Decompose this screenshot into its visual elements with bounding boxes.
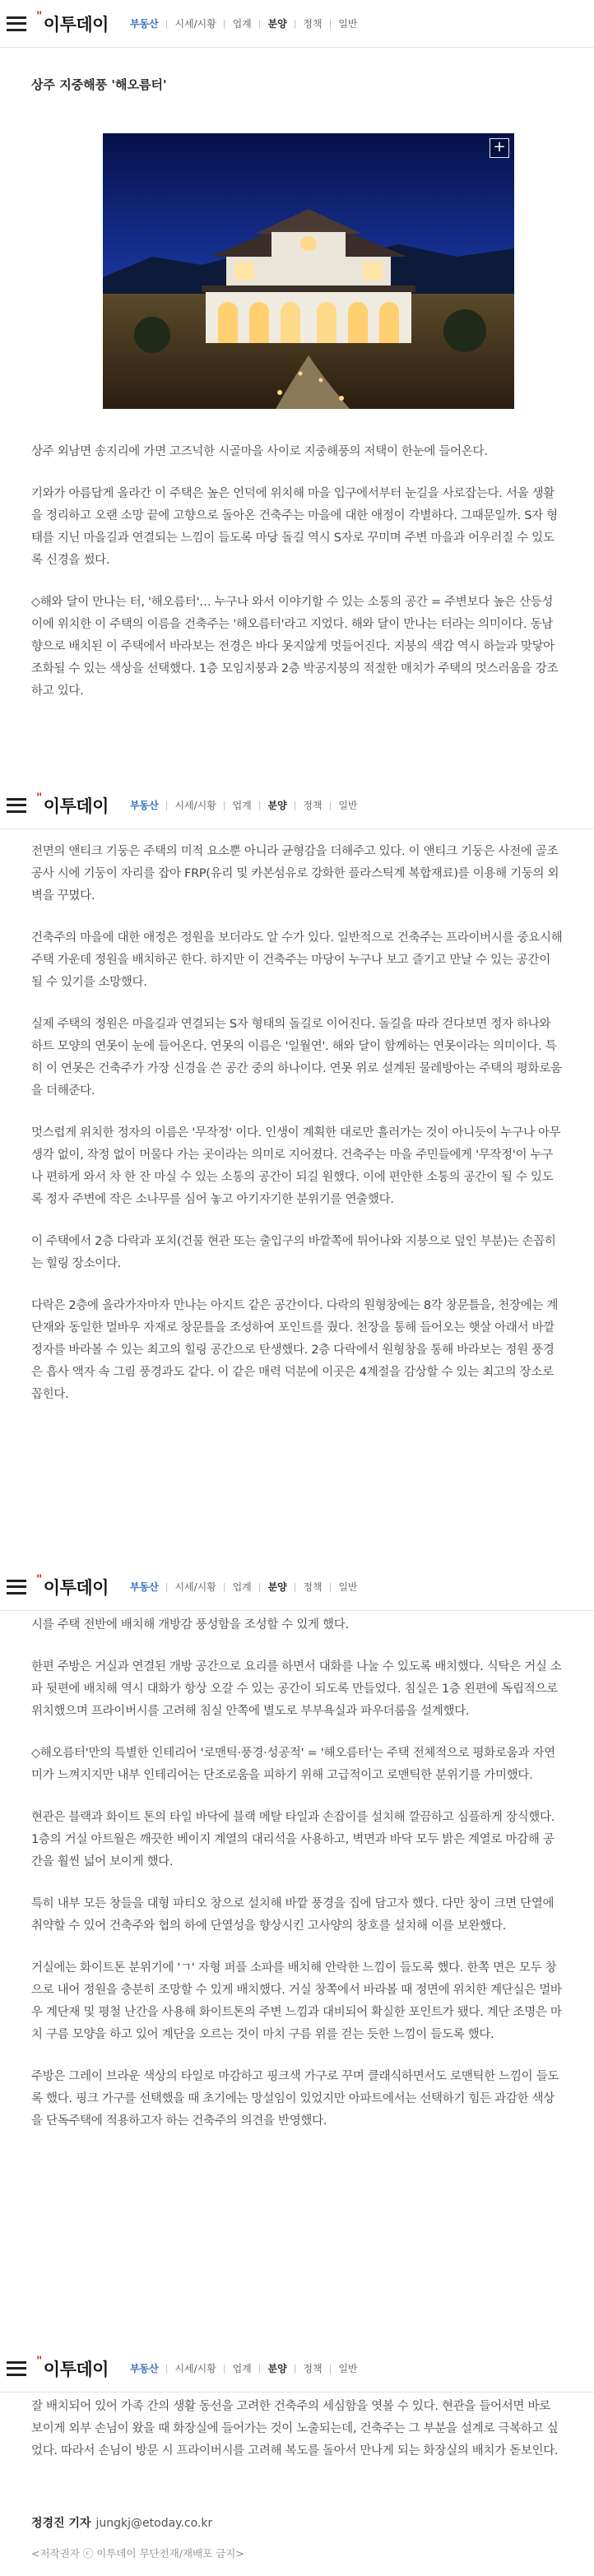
paragraph: 건축주의 마을에 대한 애정은 정원을 보더라도 알 수가 있다. 일반적으로 건축주는 프라이버시를 중요시해 주택 가운데 정원을 배치하곤 한다. 하지만 이 건축주는 마당이 누구나 보고 즐기고 만날 수 있는 공간이 될 수 있기를 소망했다.: [31, 931, 563, 989]
section-nav: 부동산 | 시세/시황 | 업계 | 분양 | 정책 | 일반: [129, 800, 358, 811]
hamburger-icon[interactable]: [7, 2361, 26, 2376]
copyright-notice: <저작권자 ⓒ 이투데이 무단전재/재배포 금지>: [31, 2547, 244, 2560]
paragraph: 이 주택에서 2층 다락과 포치(건물 현관 또는 출입구의 바깥쪽에 튀어나와 지붕으로 덮인 부분)는 손꼽히는 힐링 장소이다.: [31, 1235, 556, 1270]
site-header: [0, 1563, 594, 1611]
nav-realestate[interactable]: 부동산: [129, 2363, 159, 2374]
nav-sale[interactable]: 분양: [267, 800, 287, 811]
nav-industry[interactable]: 업계: [232, 2363, 252, 2374]
nav-policy[interactable]: 정책: [303, 18, 323, 30]
paragraph: 시를 주택 전반에 배치해 개방감 풍성함을 조성할 수 있게 했다.: [31, 1618, 349, 1631]
site-logo[interactable]: " 이투데이: [36, 9, 109, 35]
nav-market[interactable]: 시세/시황: [174, 1581, 216, 1593]
zoom-plus-icon[interactable]: +: [490, 138, 509, 158]
paragraph: 상주 외남면 송지리에 가면 고즈넉한 시골마을 사이로 지중해풍의 저택이 한눈에 들어온다.: [31, 445, 488, 458]
nav-sale[interactable]: 분양: [267, 1581, 287, 1593]
nav-sale[interactable]: 분양: [267, 2363, 287, 2374]
photo-caption: 상주 지중해풍 '해오름터': [31, 77, 167, 92]
paragraph: 거실에는 화이트톤 분위기에 'ㄱ' 자형 퍼플 소파를 배치해 안락한 느낌이 들도록 했다. 한쪽 면은 모두 창으로 내어 정원을 충분히 조망할 수 있게 배치했다. 거실 창쪽에서 바라볼 때 정면에 위치한 계단실은 멀바우 계단재 및 평철 난간을 사용해 화이트톤의 주변 느낌과 대비되어 확실한 포인트가 됐다. 계단 조명은 마치 구름 모양을 하고 있어 계단을 오르는 것이 마치 구름 위를 걷는 듯한 느낌이 들도록 했다.: [31, 1961, 562, 2041]
nav-policy[interactable]: 정책: [303, 2363, 323, 2374]
nav-realestate[interactable]: 부동산: [129, 18, 159, 30]
site-logo[interactable]: " 이투데이: [36, 1572, 109, 1598]
nav-market[interactable]: 시세/시황: [174, 800, 216, 811]
paragraph: 전면의 앤티크 기둥은 주택의 미적 요소뿐 아니라 균형감을 더해주고 있다. 이 앤티크 기둥은 사전에 골조공사 시에 기둥이 자리를 잡아 FRP(유리 및 카본섬유로 강화한 플라스틱계 복합재료)를 이용해 기둥의 외벽을 꾸몄다.: [31, 845, 559, 903]
nav-policy[interactable]: 정책: [303, 1581, 323, 1593]
nav-policy[interactable]: 정책: [303, 800, 323, 811]
paragraph: 한편 주방은 거실과 연결된 개방 공간으로 요리를 하면서 대화를 나눌 수 있도록 배치했다. 식탁은 거실 소파 뒷편에 배치해 역시 대화가 항상 오갈 수 있는 공간이 되도록 만들었다. 침실은 1층 왼편에 독립적으로 위치했으며 프라이버시를 고려해 침실 안쪽에 별도로 부부욕실과 파우더룸을 설계했다.: [31, 1660, 562, 1718]
nav-realestate[interactable]: 부동산: [129, 800, 159, 811]
article-body-3: [0, 1614, 594, 2152]
paragraph: 다락은 2층에 올라가자마자 만나는 아지트 같은 공간이다. 다락의 원형창에는 8각 창문틀을, 천장에는 계단재와 동일한 멀바우 자재로 창문틀을 조성하여 포인트를 줬다. 천장을 통해 들어오는 햇살 아래서 바깥 정자를 바라볼 수 있는 최고의 힐링 공간으로 탄생했다. 2층 다락에서 원형창을 통해 바라보는 정원 풍경은 흡사 액자 속 그림 풍경과도 같다. 이 같은 매력 덕분에 이곳은 4계절을 감상할 수 있는 최고의 장소로 꼽힌다.: [31, 1299, 559, 1401]
paragraph: ◇해오름터'만의 특별한 인테리어 '로맨틱·풍경·성공적' = '해오름터'는 주택 전체적으로 평화로움과 자연미가 느껴지지만 내부 인테리어는 단조로움을 피하기 위해 고급적이고 로맨틱한 분위기를 가미했다.: [31, 1747, 555, 1782]
paragraph: 멋스럽게 위치한 정자의 이름은 '무작정' 이다. 인생이 계획한 대로만 흘러가는 것이 아니듯이 누구나 아무 생각 없이, 작정 없이 머물다 가는 곳이라는 의미로 지어졌다. 건축주는 마을 주민들에게 '무작정'이 누구나 편하게 와서 차 한 잔 마실 수 있는 소통의 공간이 되길 원했다. 이에 편안한 소통의 공간이 될 수 있도록 정자 주변에 작은 소나무를 심어 놓고 아기자기한 분위기를 연출했다.: [31, 1126, 561, 1206]
house-photo[interactable]: [103, 133, 514, 409]
nav-sale[interactable]: 분양: [267, 18, 287, 30]
nav-market[interactable]: 시세/시황: [174, 2363, 216, 2374]
nav-industry[interactable]: 업계: [232, 18, 252, 30]
house-illustration: [103, 133, 514, 409]
article-body-1: [0, 441, 594, 722]
nav-industry[interactable]: 업계: [232, 800, 252, 811]
nav-general[interactable]: 일반: [338, 18, 358, 30]
section-nav: 부동산 | 시세/시황 | 업계 | 분양 | 정책 | 일반: [129, 18, 358, 30]
paragraph: 주방은 그레이 브라운 색상의 타일로 마감하고 핑크색 가구로 꾸며 클래식하면서도 로맨틱한 느낌이 들도록 했다. 핑크 가구를 선택했을 때 초기에는 망설임이 있었지만 아파트에서는 선택하기 힘든 과감한 색상을 단독주택에 적용하고자 하는 건축주의 의견을 반영했다.: [31, 2070, 559, 2128]
paragraph: 특히 내부 모든 창들을 대형 파티오 창으로 설치해 바깥 풍경을 집에 담고자 했다. 다만 창이 크면 단열에 취약할 수 있어 건축주와 협의 하에 단열성을 향상시킨 고사양의 창호를 설치해 이를 보완했다.: [31, 1897, 555, 1933]
site-logo[interactable]: " 이투데이: [36, 791, 109, 816]
article-body-2: [0, 841, 594, 1426]
site-header: [0, 782, 594, 829]
nav-industry[interactable]: 업계: [232, 1581, 252, 1593]
site-header: [0, 0, 594, 48]
nav-market[interactable]: 시세/시황: [174, 18, 216, 30]
hamburger-icon[interactable]: [7, 16, 26, 31]
site-header: [0, 2345, 594, 2393]
article-body-4: [0, 2396, 594, 2482]
section-nav: 부동산 | 시세/시황 | 업계 | 분양 | 정책 | 일반: [129, 2363, 358, 2374]
hamburger-icon[interactable]: [7, 798, 26, 813]
site-logo[interactable]: " 이투데이: [36, 2354, 109, 2379]
section-nav: 부동산 | 시세/시황 | 업계 | 분양 | 정책 | 일반: [129, 1581, 358, 1593]
nav-general[interactable]: 일반: [338, 2363, 358, 2374]
hamburger-icon[interactable]: [7, 1580, 26, 1594]
paragraph: 잘 배치되어 있어 가족 간의 생활 동선을 고려한 건축주의 세심함을 엿볼 수 있다. 현관을 들어서면 바로 보이게 외부 손님이 왔을 때 화장실에 들어가는 것이 노출되는데, 건축주는 그 부분을 설계로 극복하고 싶었다. 따라서 손님이 방문 시 프라이버시를 고려해 복도를 돌아서 만나게 되는 화장실의 배치가 돋보인다.: [31, 2400, 559, 2458]
reporter-name: 정경진 기자: [31, 2517, 91, 2530]
paragraph: ◇해와 달이 만나는 터, '해오름터'… 누구나 와서 이야기할 수 있는 소통의 공간 = 주변보다 높은 산등성이에 위치한 이 주택의 이름을 건축주는 '해오름터'라고 지었다. 해와 달이 만나는 터라는 의미이다. 동남향으로 배치된 이 주택에서 바라보는 전경은 바다 못지않게 멋들어진다. 지붕의 색감 역시 하늘과 맞닿아 조화될 수 있는 색상을 선택했다. 1층 모임지붕과 2층 박공지붕의 적절한 매치가 주택의 멋스러움을 강조하고 있다.: [31, 596, 559, 698]
byline: [31, 2514, 212, 2531]
nav-general[interactable]: 일반: [338, 1581, 358, 1593]
paragraph: 현관은 블랙과 화이트 톤의 타일 바닥에 블랙 메탈 타일과 손잡이를 설치해 깔끔하고 심플하게 장식했다. 1층의 거실 아트월은 깨끗한 베이지 계열의 대리석을 사용하고, 벽면과 바닥 모두 밝은 계열로 마감해 공간을 훨씬 넓어 보이게 했다.: [31, 1811, 555, 1868]
reporter-email[interactable]: jungkj@etoday.co.kr: [95, 2517, 213, 2530]
paragraph: 실제 주택의 정원은 마을길과 연결되는 S자 형태의 돌길로 이어진다. 돌길을 따라 걷다보면 정자 하나와 하트 모양의 연못이 눈에 들어온다. 연못의 이름은 '일월연'. 해와 달이 함께하는 연못이라는 의미이다. 특히 이 연못은 건축주가 가장 신경을 쓴 공간 중의 하나이다. 연못 위로 설계된 물레방아는 주택의 평화로움을 더해준다.: [31, 1018, 562, 1098]
paragraph: 기와가 아름답게 올라간 이 주택은 높은 언덕에 위치해 마을 입구에서부터 눈길을 사로잡는다. 서울 생활을 정리하고 오랜 소망 끝에 고향으로 돌아온 건축주는 마을에 대한 애정이 각별하다. 그때문일까. S자 형태를 지닌 마을길과 연결되는 느낌이 들도록 마당 돌길 역시 S자로 꾸미며 주변 마을과 어우러질 수 있도록 신경을 썼다.: [31, 487, 558, 567]
nav-realestate[interactable]: 부동산: [129, 1581, 159, 1593]
nav-general[interactable]: 일반: [338, 800, 358, 811]
